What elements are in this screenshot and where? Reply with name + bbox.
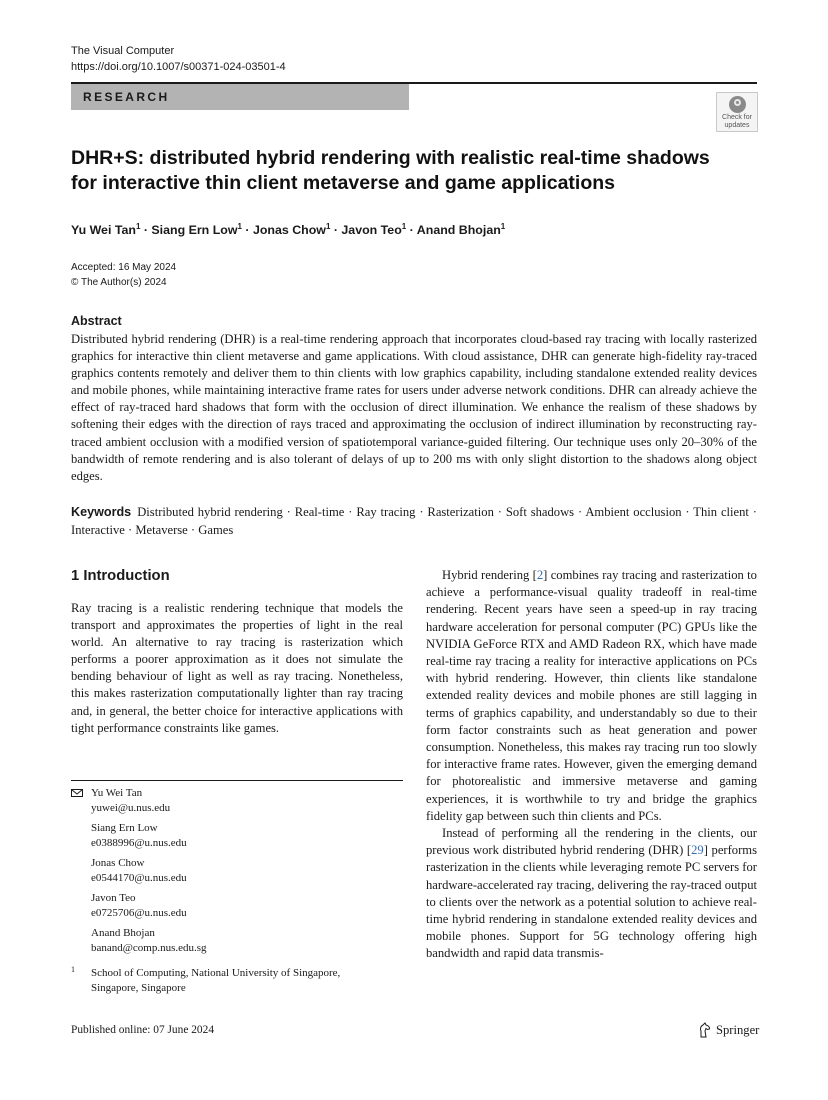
author-separator: · [140,223,152,237]
author-name[interactable]: Anand Bhojan [416,223,501,237]
contact-entry [71,786,403,816]
author-list [71,218,761,239]
author-name[interactable]: Javon Teo [341,223,402,237]
publisher-logo[interactable] [698,1022,759,1038]
contact-entry [71,821,403,851]
author-affiliation: 1 [237,222,242,231]
article-dates [71,260,176,290]
author-affiliation: 1 [325,222,331,231]
author-name[interactable]: Jonas Chow [252,223,326,237]
copyright-notice: © The Author(s) 2024 [71,277,167,288]
keywords-block [71,504,757,539]
published-date: Published online: 07 June 2024 [71,1024,215,1036]
author-affiliation: 1 [135,222,141,231]
section-banner [71,84,409,110]
title-line-1: DHR+S: distributed hybrid rendering with realistic real-time shadows [71,147,710,169]
para-text: ] combines ray tracing and rasterization to achieve a performance-visual quality tradeoff in real-time rendering. Recent years have seen a speed-up in ray tracing hardware acceleration for personal computer (PC) GPUs like the NVIDIA GeForce RTX and AMD Radeon RX, which have made real-time ray tracing a reality for interactive applications on PCs with hybrid rendering. However, thin clients like standalone extended reality devices and mobile phones are still lagging in terms of graphics capability, and understandably so due to their form factor constraints such as heat generation and power consumption. Nonetheless, this makes ray tracing run too slowly for interactive frame rates. However, given the emerging demand for photorealistic and immersive metaverse and gaming experiences, it is worthwhile to try and bridge the graphics fidelity gap between such thin clients and PCs. [426,568,757,823]
check-badge-line2: updates [724,122,750,129]
paper-title [71,146,731,196]
contact-name: Anand Bhojan [91,927,155,939]
abstract-text: Distributed hybrid rendering (DHR) is a real-time rendering approach that incorporates cloud-based ray tracing with locally rasterized graphics for interactive thin client metaverse and game applications. With cloud assistance, DHR can generate high-fidelity ray-traced graphics contents remotely and deliver them to thin clients with low graphics capability, including standalone extended reality devices and mobile phones, while maintaining interactive frame rates for users under adverse network conditions. DHR can already achieve the effect of ray-traced hard shadows that form with the occlusion of direct illumination. We enhance the realism of these shadows by softening their edges with the direction of rays traced and approximating the occlusion of indirect illumination by reconstructing ray-traced ambient occlusion with a modified version of spatiotemporal variance-guided filtering. Our technique uses only 20–30% of the bandwidth of remote rendering and is also tolerant of delays of up to 200 ms with only slight distortion to the shadows along object edges. [71,332,757,483]
author-affiliation: 1 [500,222,506,231]
para-text: ] performs rasterization in the clients while leveraging remote PC servers for hardware-accelerated ray tracing, delivering the ray-traced output to clients over the network as a potential solution to achieve real-time hybrid rendering in standalone extended reality devices and mobile phones. Support for 5G technology offering high bandwidth and rapid data transmis- [426,843,757,961]
intro-paragraph [426,825,757,963]
springer-horse-icon [698,1022,712,1038]
author-separator: · [330,223,342,237]
intro-paragraph: Ray tracing is a realistic rendering technique that models the transport and approximates the properties of light in the real world. An alternative to ray tracing is rasterization which performs a poorer approximation as it does not simulate the bending behaviour of light as well as ray tracing. Nonetheless, this makes rasterization computationally lighter than ray tracing and, in general, the better choice for interactive applications with tight performance constraints like games. [71,601,403,735]
author-separator: · [241,223,253,237]
envelope-icon [71,789,83,797]
contact-name: Siang Ern Low [91,822,158,834]
section-heading-introduction: 1 Introduction [71,568,170,584]
author-affiliation: 1 [401,222,407,231]
doi-link[interactable]: https://doi.org/10.1007/s00371-024-03501-4 [71,61,286,73]
journal-header [71,43,286,75]
intro-paragraph [426,567,757,825]
abstract-heading: Abstract [71,314,122,328]
citation-link[interactable]: 29 [691,843,704,858]
contact-entry [71,926,403,956]
affiliation-number: 1 [71,965,75,974]
contact-entry [71,856,403,886]
contact-email[interactable]: yuwei@u.nus.edu [91,802,171,814]
section-label: RESEARCH [83,90,170,104]
accepted-date: Accepted: 16 May 2024 [71,262,177,273]
contact-entry [71,891,403,921]
contact-email[interactable]: e0544170@u.nus.edu [91,872,187,884]
publisher-name: Springer [716,1022,760,1037]
right-column [426,567,757,963]
footnotes [71,786,403,1001]
keywords-label: Keywords [71,505,132,519]
check-updates-icon [729,96,746,113]
affiliation-entry [71,966,403,996]
author-separator: · [406,223,417,237]
check-badge-line1: Check for [722,114,752,121]
title-line-2: for interactive thin client metaverse and game applications [71,172,616,194]
para-text: Instead of performing all the rendering in the clients, our previous work distributed hybrid rendering (DHR) [ [426,826,757,858]
para-text: Hybrid rendering [ [442,568,537,582]
footnote-rule [71,780,403,781]
citation-link[interactable]: 2 [536,568,544,582]
journal-name: The Visual Computer [71,45,175,57]
keywords-text: Distributed hybrid rendering · Real-time · Ray tracing · Rasterization · Soft shadows · Ambient occlusion · Thin client · Interactive · Metaverse · Games [71,505,757,537]
contact-email[interactable]: banand@comp.nus.edu.sg [91,942,207,954]
left-column [71,600,403,737]
contact-email[interactable]: e0725706@u.nus.edu [91,907,187,919]
contact-name: Javon Teo [91,892,136,904]
affiliation-line-1: School of Computing, National University of Singapore, [91,967,341,979]
affiliation-line-2: Singapore, Singapore [91,982,186,994]
author-name[interactable]: Siang Ern Low [151,223,238,237]
contact-name: Yu Wei Tan [91,787,143,799]
check-for-updates-badge[interactable] [716,92,758,132]
contact-name: Jonas Chow [91,857,145,869]
contact-email[interactable]: e0388996@u.nus.edu [91,837,187,849]
author-name[interactable]: Yu Wei Tan [71,223,136,237]
